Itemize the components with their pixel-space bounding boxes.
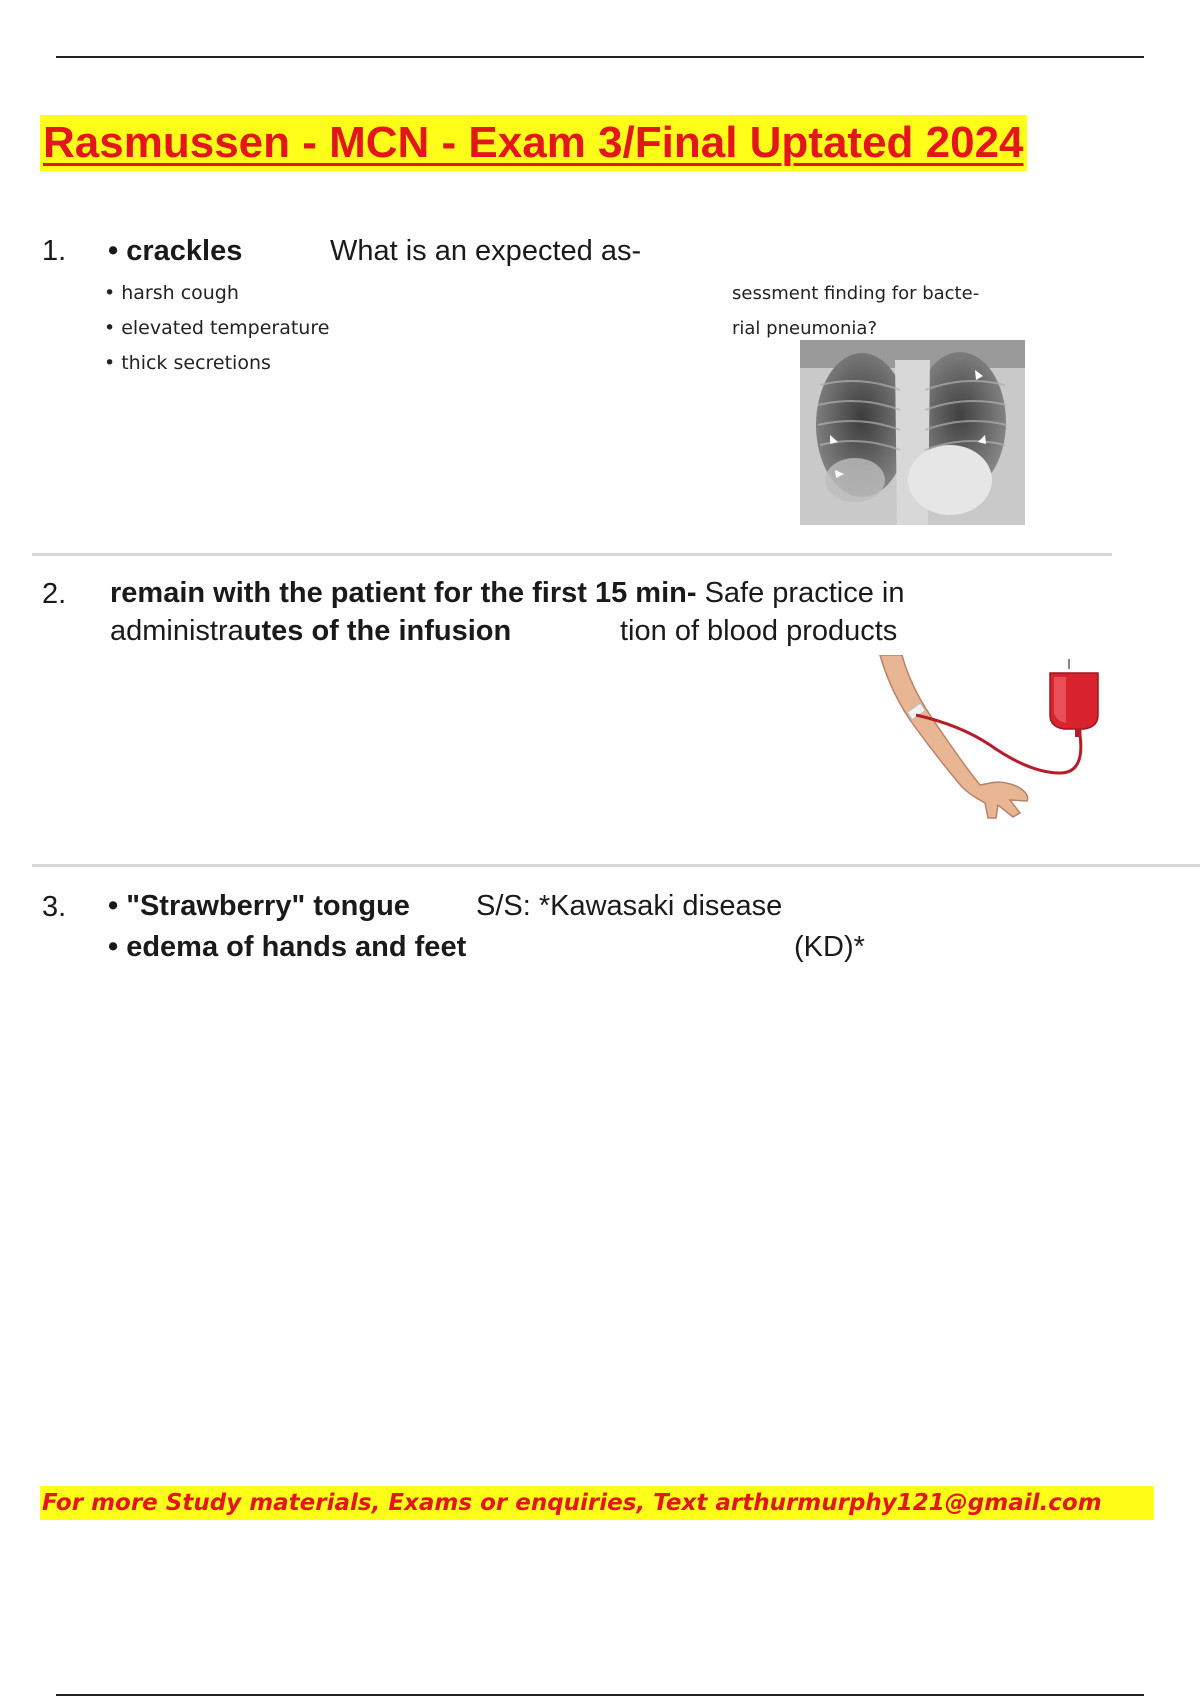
card-term-lead: • crackles <box>108 235 243 267</box>
blood-transfusion-image <box>870 655 1200 840</box>
list-item: • elevated temperature <box>104 311 329 346</box>
bottom-rule <box>56 1694 1144 1696</box>
card-definition-line: S/S: *Kawasaki disease <box>476 890 783 922</box>
card-definition-line: What is an expected as- <box>330 235 642 267</box>
term-bullet-list <box>104 276 329 381</box>
card-definition-line: (KD)* <box>794 931 865 963</box>
list-item: • thick secretions <box>104 346 329 381</box>
card-number: 2. <box>42 578 67 610</box>
card-definition: administra <box>110 615 244 647</box>
card-term-line: • edema of hands and feet <box>108 931 467 963</box>
promo-footer: For more Study materials, Exams or enquiries, Text arthurmurphy121@gmail.com <box>40 1486 1154 1520</box>
card-definition: Safe practice in <box>696 577 905 609</box>
top-rule <box>56 56 1144 58</box>
card-definition-line: rial pneumonia? <box>732 318 878 339</box>
card-divider <box>32 864 1200 867</box>
document-title: Rasmussen - MCN - Exam 3/Final Uptated 2024 <box>40 115 1027 171</box>
card-definition-line: sessment finding for bacte- <box>732 283 980 304</box>
card-divider <box>32 553 1112 556</box>
card-term: utes of the infusion <box>243 615 512 647</box>
card-line <box>110 574 904 612</box>
card-definition-continued <box>732 276 979 346</box>
card-number: 3. <box>42 891 67 923</box>
card-term: remain with the patient for the first 15 min- <box>110 577 697 609</box>
chest-xray-image <box>800 340 1025 525</box>
card-definition: tion of blood products <box>620 615 898 647</box>
card-line <box>110 612 511 650</box>
card-number: 1. <box>42 235 67 267</box>
list-item: • harsh cough <box>104 276 329 311</box>
card-term-line: • "Strawberry" tongue <box>108 890 410 922</box>
